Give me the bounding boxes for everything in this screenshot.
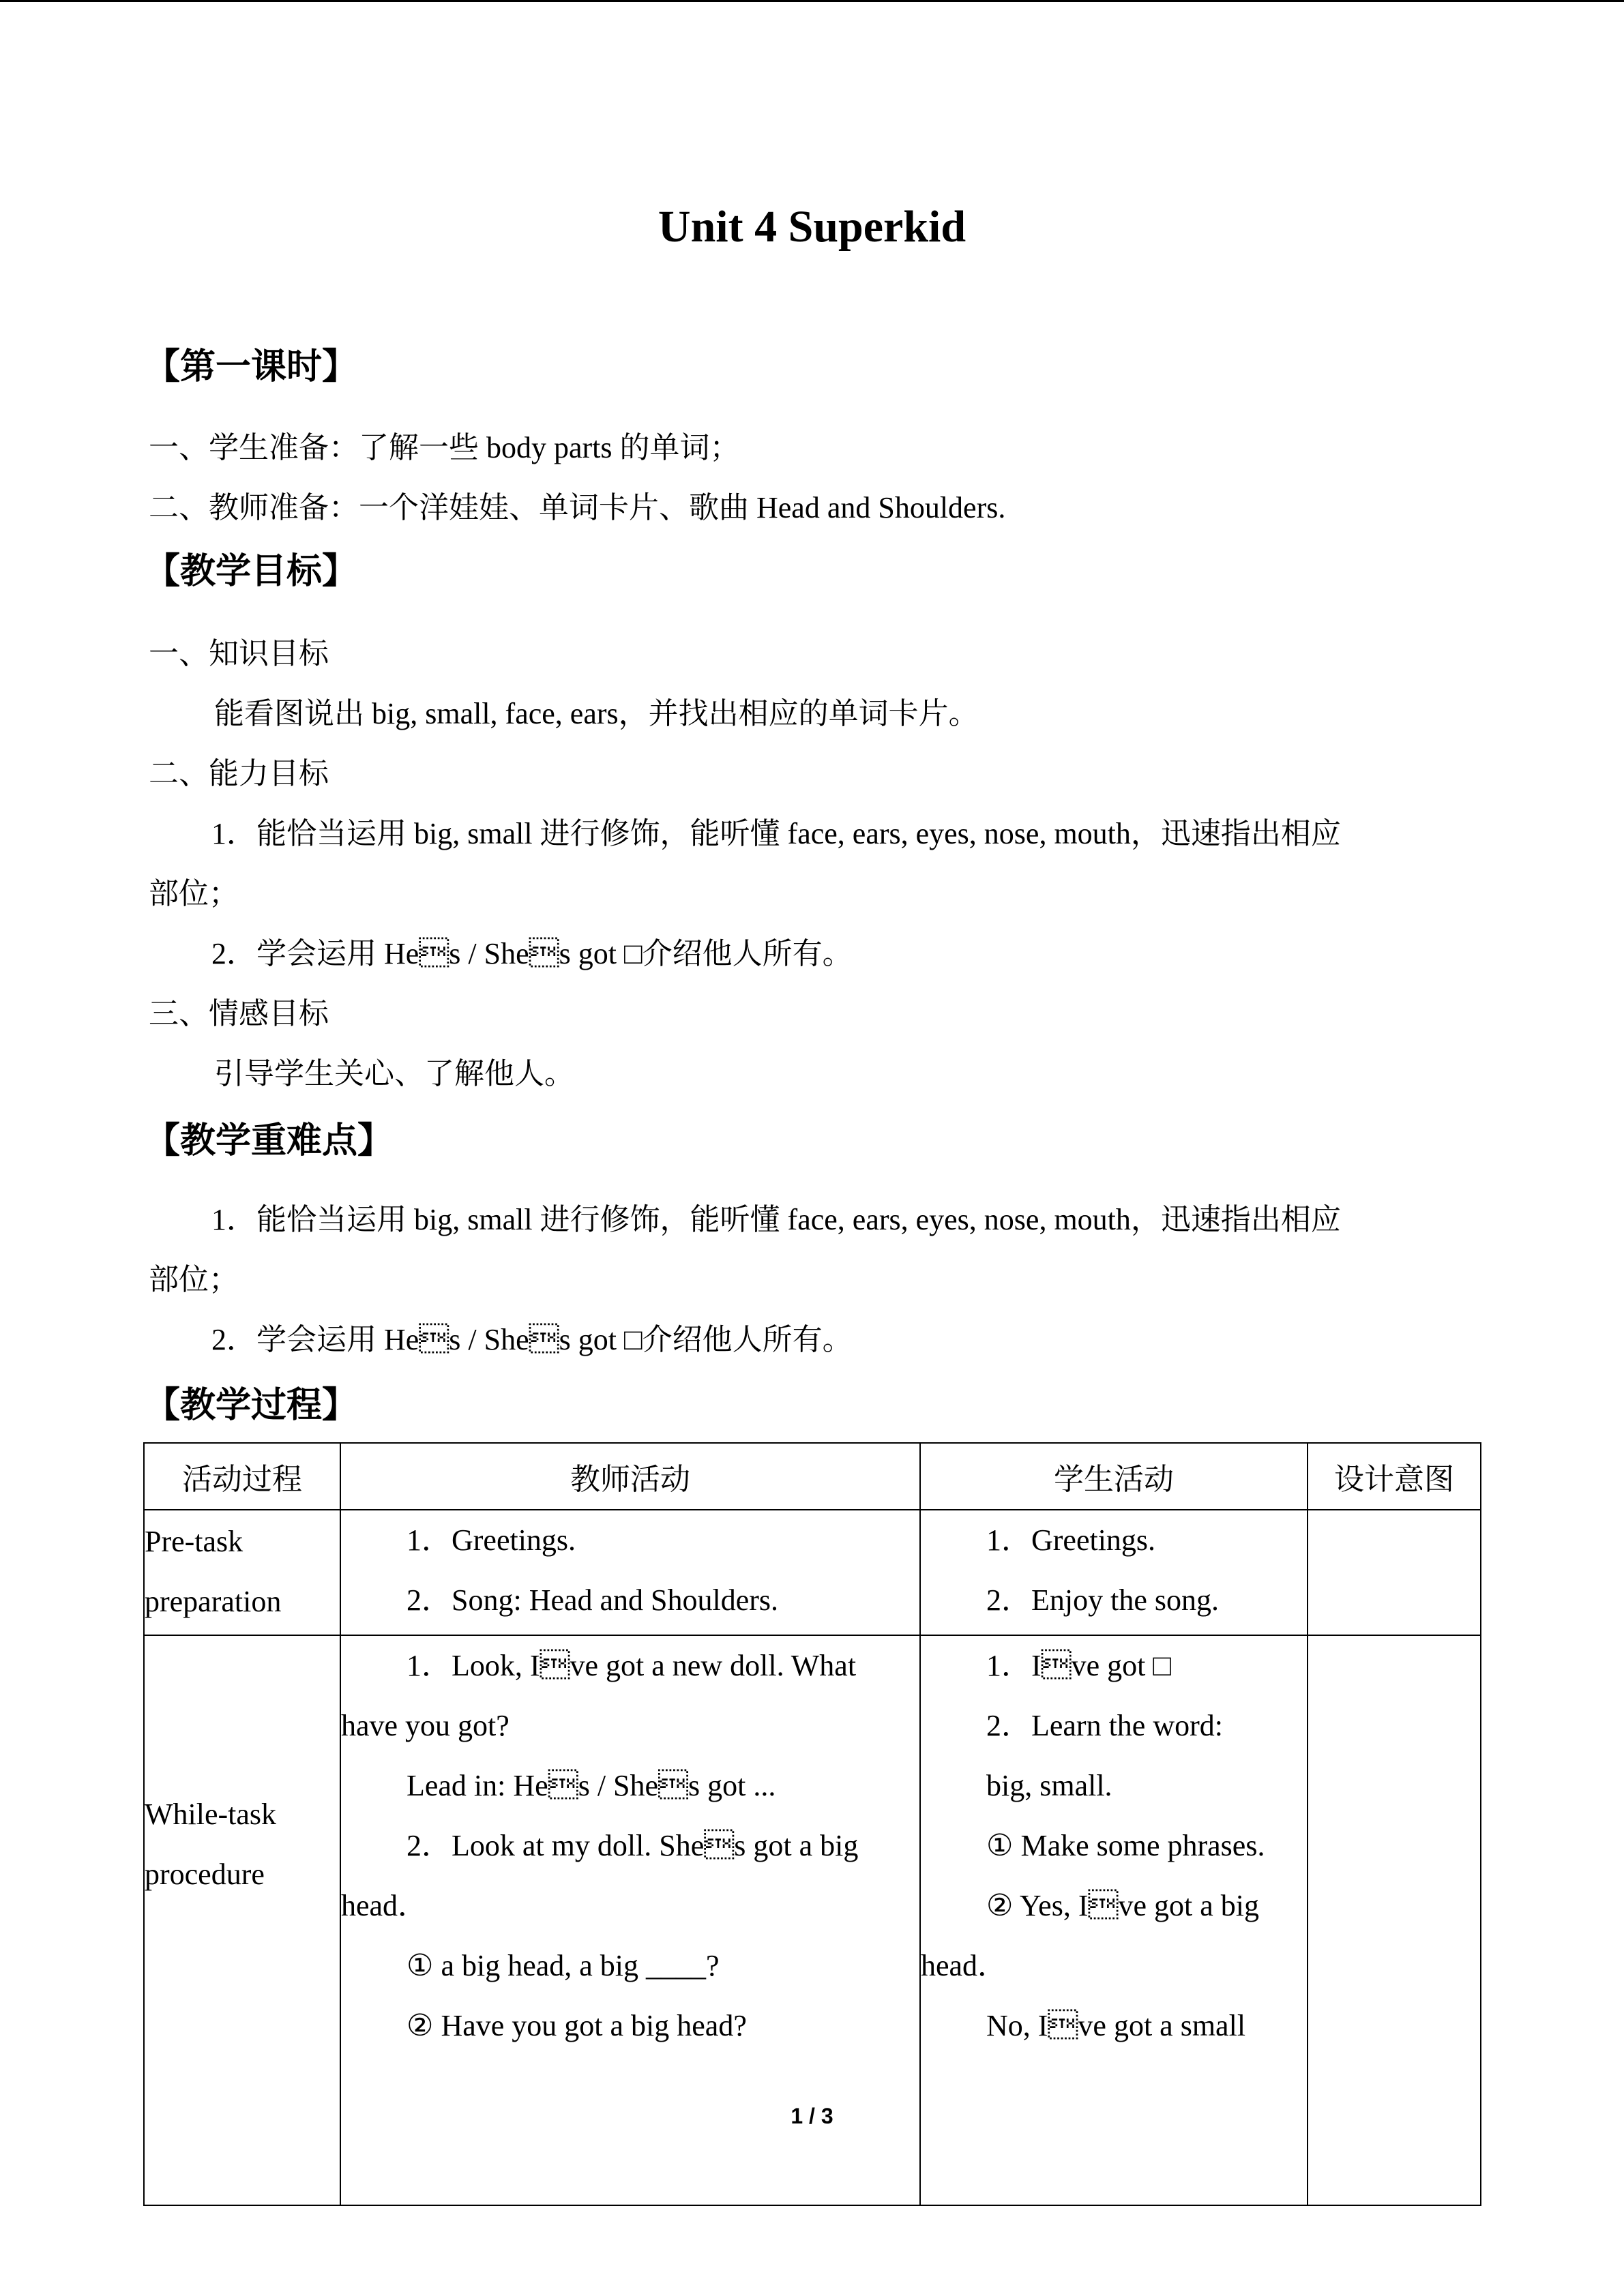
student-activity-line: 2．Enjoy the song.: [986, 1583, 1219, 1617]
teacher-activity-line: Lead in: Hes / Shes got ...: [407, 1769, 776, 1802]
key-point-1: 1．能恰当运用 big, small 进行修饰，能听懂 face, ears, eyes, nose, mouth，迅速指出相应: [211, 1203, 1341, 1236]
student-activity-line: No, Ive got a small: [986, 2009, 1246, 2042]
student-activity-line: ② Yes, Ive got a big: [986, 1889, 1259, 1922]
page-number: 1 / 3: [791, 2104, 833, 2128]
header-student: 学生活动: [920, 1443, 1308, 1510]
prep-teacher: 二、教师准备：一个洋娃娃、单词卡片、歌曲 Head and Shoulders.: [149, 491, 1006, 524]
student-activity-line: head．: [921, 1949, 1008, 1982]
teacher-activity-cell: [340, 1510, 920, 1635]
student-activity-line: 2．Learn the word:: [986, 1709, 1223, 1742]
prep-student: 一、学生准备：了解一些 body parts 的单词；: [149, 431, 740, 464]
student-activity-cell: [920, 1510, 1308, 1635]
student-activity-line: ① Make some phrases.: [986, 1829, 1265, 1862]
process-table: [143, 1442, 1481, 2206]
stage-name: Pre-task: [145, 1525, 243, 1558]
stage-name-cont: preparation: [145, 1585, 282, 1618]
lesson-header: 【第一课时】: [145, 346, 358, 387]
student-activity-line: big, small.: [986, 1769, 1112, 1802]
table-header-row: [144, 1443, 1481, 1510]
teacher-activity-line: ② Have you got a big head?: [407, 2009, 747, 2042]
page-title: Unit 4 Superkid: [658, 202, 966, 252]
key-point-2: 2．学会运用 Hes / Shes got □介绍他人所有。: [211, 1323, 853, 1356]
ability-item-1: 1．能恰当运用 big, small 进行修饰，能听懂 face, ears, eyes, nose, mouth，迅速指出相应: [211, 817, 1341, 850]
ability-item-1-cont: 部位；: [149, 877, 239, 910]
key-point-1-cont: 部位；: [149, 1263, 239, 1296]
header-stage: 活动过程: [144, 1443, 340, 1510]
student-activity-line: 1．Greetings.: [986, 1523, 1156, 1557]
teacher-activity-line: have you got?: [341, 1709, 510, 1742]
process-header: 【教学过程】: [145, 1385, 358, 1426]
stage-cell: [144, 1510, 340, 1635]
teacher-activity-line: 1．Greetings.: [407, 1523, 576, 1557]
stage-name-cont: procedure: [145, 1858, 265, 1891]
teacher-activity-line: ① a big head, a big ____?: [407, 1949, 720, 1982]
emotion-text: 引导学生关心、了解他人。: [214, 1057, 574, 1090]
purpose-cell: [1308, 1510, 1481, 1635]
header-teacher: 教师活动: [340, 1443, 920, 1510]
key-points-header: 【教学重难点】: [145, 1120, 394, 1161]
stage-name: While-task: [145, 1798, 277, 1831]
table-row: [144, 1510, 1481, 1635]
emotion-label: 三、情感目标: [149, 997, 329, 1030]
top-border: [0, 0, 1624, 2]
header-purpose: 设计意图: [1308, 1443, 1481, 1510]
teacher-activity-line: 2．Look at my doll. Shes got a big: [407, 1829, 859, 1862]
teacher-activity-line: head．: [341, 1889, 428, 1922]
student-activity-line: 1．Ive got □: [986, 1649, 1171, 1682]
knowledge-text: 能看图说出 big, small, face, ears，并找出相应的单词卡片。: [214, 697, 979, 730]
teacher-activity-line: 2．Song: Head and Shoulders.: [407, 1583, 779, 1617]
teacher-activity-line: 1．Look, Ive got a new doll. What: [407, 1649, 857, 1682]
ability-label: 二、能力目标: [149, 757, 329, 790]
goals-header: 【教学目标】: [145, 551, 358, 592]
ability-item-2: 2．学会运用 Hes / Shes got □介绍他人所有。: [211, 937, 853, 970]
knowledge-label: 一、知识目标: [149, 637, 329, 670]
